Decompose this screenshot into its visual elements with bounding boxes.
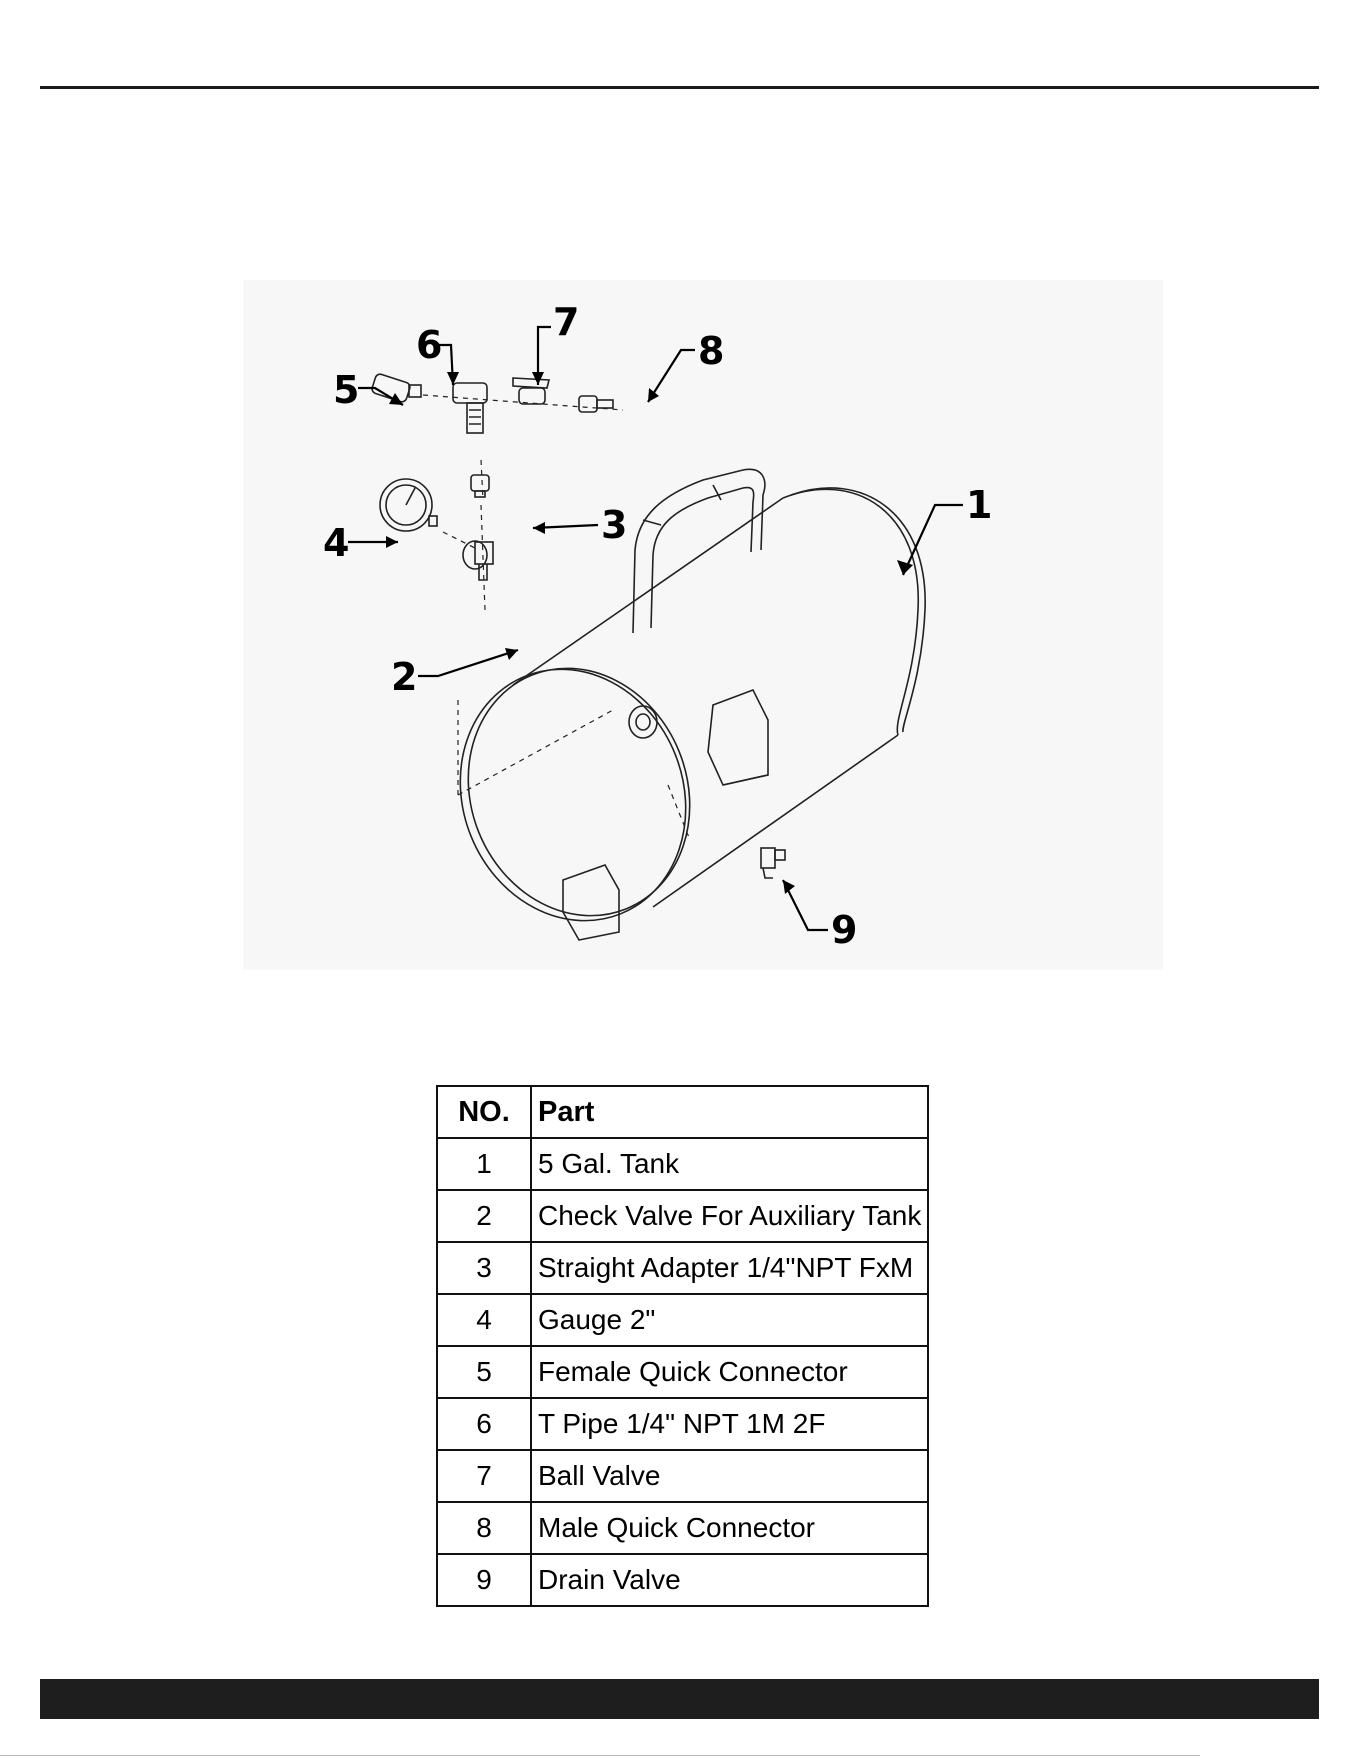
part-name: T Pipe 1/4" NPT 1M 2F — [531, 1398, 928, 1450]
callout-7: 7 — [553, 300, 580, 344]
part-name: Straight Adapter 1/4"NPT FxM — [531, 1242, 928, 1294]
table-row — [437, 1242, 928, 1294]
gauge-part — [380, 479, 437, 531]
callout-8: 8 — [698, 329, 725, 373]
column-header-part: Part — [531, 1086, 928, 1138]
ball-valve-part — [513, 378, 549, 404]
check-valve-part — [463, 541, 493, 580]
header-rule — [40, 86, 1319, 89]
male-quick-connector-part — [579, 396, 613, 412]
part-name: Male Quick Connector — [531, 1502, 928, 1554]
part-name: Gauge 2" — [531, 1294, 928, 1346]
part-number: 3 — [437, 1242, 531, 1294]
part-number: 6 — [437, 1398, 531, 1450]
part-number: 9 — [437, 1554, 531, 1606]
part-number: 2 — [437, 1190, 531, 1242]
footer-bar — [40, 1679, 1319, 1719]
callout-1: 1 — [966, 483, 993, 527]
table-row — [437, 1346, 928, 1398]
tank-port — [629, 706, 657, 738]
callout-6: 6 — [416, 323, 443, 367]
part-name: Check Valve For Auxiliary Tank — [531, 1190, 928, 1242]
table-row — [437, 1294, 928, 1346]
part-number: 7 — [437, 1450, 531, 1502]
callout-4: 4 — [323, 521, 350, 565]
t-pipe-part — [453, 383, 487, 433]
table-row — [437, 1138, 928, 1190]
callout-5: 5 — [333, 368, 360, 412]
parts-list-table — [436, 1085, 929, 1607]
table-row — [437, 1398, 928, 1450]
tank-assembly-drawing — [243, 280, 1163, 970]
part-name: Drain Valve — [531, 1554, 928, 1606]
table-row — [437, 1554, 928, 1606]
callout-leaders — [348, 327, 963, 930]
part-number: 1 — [437, 1138, 531, 1190]
column-header-no: NO. — [437, 1086, 531, 1138]
assembly-lines — [423, 395, 690, 840]
part-number: 8 — [437, 1502, 531, 1554]
part-number: 4 — [437, 1294, 531, 1346]
table-row — [437, 1190, 928, 1242]
table-row — [437, 1502, 928, 1554]
callout-9: 9 — [831, 908, 858, 952]
part-number: 5 — [437, 1346, 531, 1398]
table-header-row — [437, 1086, 928, 1138]
tank-handle — [633, 469, 765, 633]
part-name: Female Quick Connector — [531, 1346, 928, 1398]
callout-2: 2 — [391, 655, 418, 699]
drain-valve-part — [761, 848, 785, 878]
tank-body — [423, 441, 942, 955]
part-name: Ball Valve — [531, 1450, 928, 1502]
callout-3: 3 — [601, 503, 628, 547]
exploded-parts-diagram — [243, 280, 1163, 970]
table-row — [437, 1450, 928, 1502]
straight-adapter-part — [471, 475, 489, 497]
part-name: 5 Gal. Tank — [531, 1138, 928, 1190]
page-bottom-rule — [0, 1755, 1200, 1756]
